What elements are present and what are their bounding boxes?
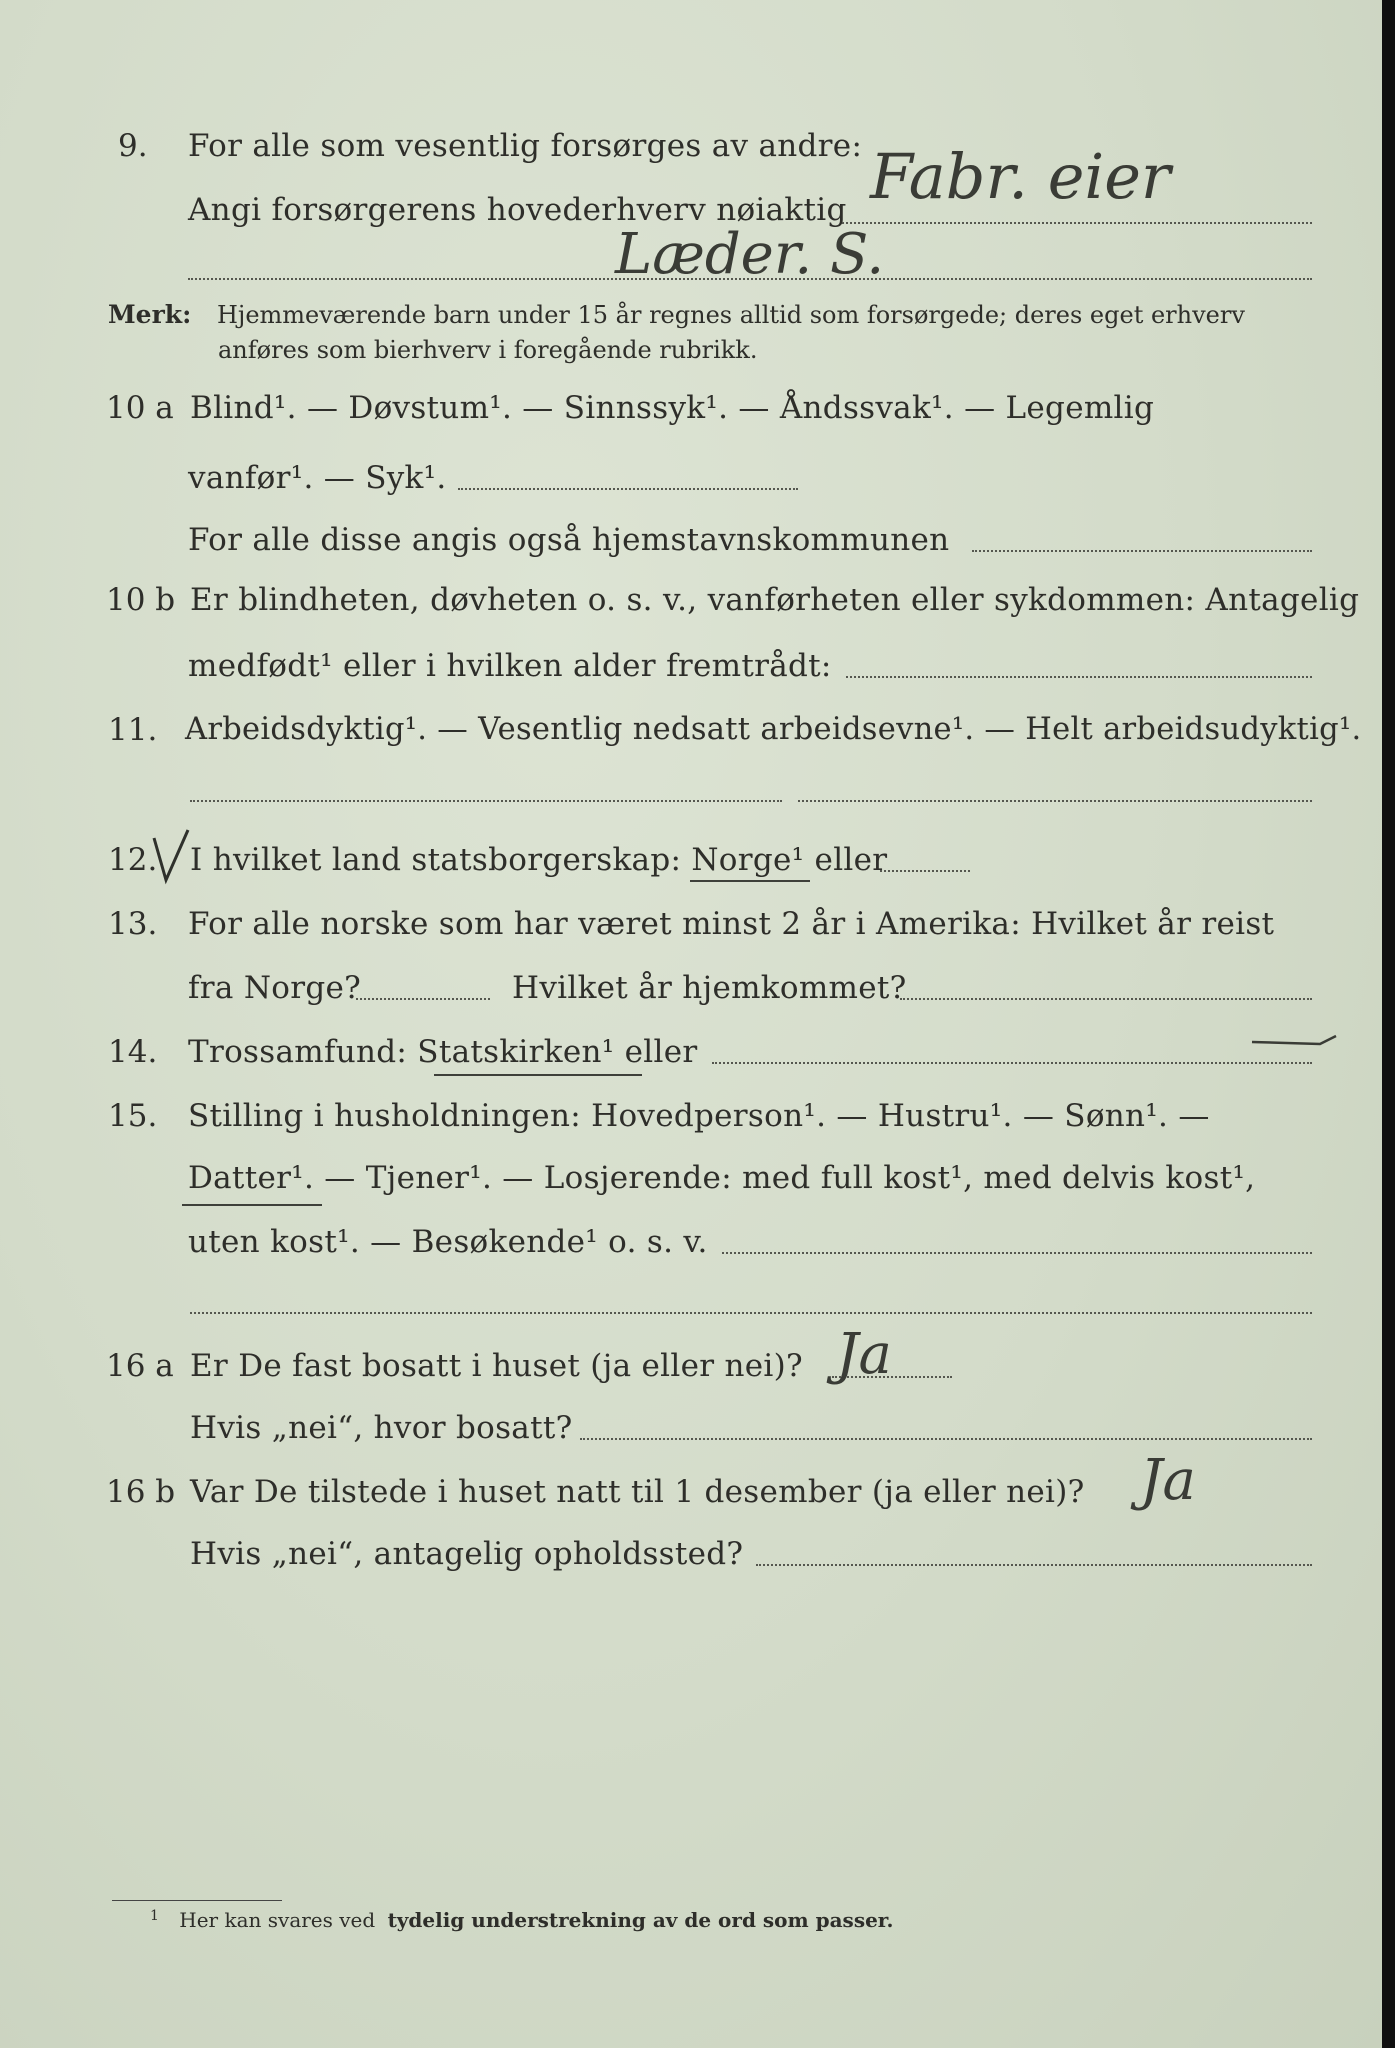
q10a-line2: vanfør¹. — Syk¹.	[188, 460, 447, 496]
scan-edge	[1382, 0, 1395, 2048]
footnote-rule	[112, 1900, 282, 1901]
q15-underline-datter	[182, 1204, 322, 1206]
q16b-line1: Var De tilstede i huset natt til 1 desember (ja eller nei)?	[190, 1474, 1085, 1510]
q15-line1: Stilling i husholdningen: Hovedperson¹. — Hustru¹. — Sønn¹. —	[188, 1098, 1210, 1134]
q11-fill-line	[190, 800, 782, 802]
q10a-fill-line	[458, 488, 798, 490]
q13-number: 13.	[108, 906, 158, 942]
q12-line1: I hvilket land statsborgerskap: Norge¹ eller	[190, 842, 888, 878]
q10a-line3: For alle disse angis også hjemstavnskommunen	[188, 522, 950, 558]
q13-fill-line-b	[900, 998, 1312, 1000]
q14-underline-statskirken	[434, 1074, 642, 1076]
q9-line1: For alle som vesentlig forsørges av andre:	[188, 128, 863, 164]
footnote	[150, 1908, 893, 1932]
q9-handwritten-trade: Læder. S.	[615, 222, 885, 287]
q12-number: 12.	[108, 842, 158, 878]
merk-line2: anføres som bierhverv i foregående rubrikk.	[218, 336, 758, 364]
q10b-number: 10 b	[106, 582, 176, 618]
q12-fill-line	[880, 870, 970, 872]
footnote-text: Her kan svares ved	[179, 1908, 376, 1932]
q15-line3: uten kost¹. — Besøkende¹ o. s. v.	[188, 1224, 708, 1260]
q10b-fill-line	[846, 676, 1312, 678]
q16a-line2: Hvis „nei“, hvor bosatt?	[190, 1410, 573, 1446]
q16b-handwritten-answer: Ja	[1140, 1448, 1196, 1513]
q15-line2: Datter¹. — Tjener¹. — Losjerende: med full kost¹, med delvis kost¹,	[188, 1160, 1256, 1196]
q10a-fill-line-2	[972, 550, 1312, 552]
q9-handwritten-occupation: Fabr. eier	[870, 140, 1171, 213]
merk-text1: Hjemmeværende barn under 15 år regnes alltid som forsørgede; deres eget erhverv	[216, 301, 1245, 329]
footnote-bold: tydelig understrekning av de ord som passer.	[387, 1908, 894, 1932]
q9-fill-line-2	[188, 278, 1312, 280]
q16b-line2: Hvis „nei“, antagelig opholdssted?	[190, 1536, 744, 1572]
q15-fill-line	[722, 1252, 1312, 1254]
merk-label: Merk:	[108, 300, 192, 329]
q11-line1: Arbeidsdyktig¹. — Vesentlig nedsatt arbeidsevne¹. — Helt arbeidsudyktig¹.	[185, 712, 1362, 747]
q16b-number: 16 b	[106, 1474, 176, 1510]
q9-number: 9.	[118, 128, 148, 164]
footnote-mark: 1	[150, 1908, 159, 1924]
q15-number: 15.	[108, 1098, 158, 1134]
q14-dash-mark	[1250, 1028, 1340, 1058]
q14-fill-line	[712, 1062, 1312, 1064]
q14-number: 14.	[108, 1034, 158, 1070]
q13-line2b: Hvilket år hjemkommet?	[512, 970, 907, 1006]
q16a-number: 16 a	[106, 1348, 174, 1384]
q16b-fill-line	[756, 1564, 1312, 1566]
merk-line1	[108, 300, 1245, 329]
q13-line2a: fra Norge?	[188, 970, 362, 1006]
q12-underline-norge	[690, 880, 810, 882]
q16a-fill-line-2	[580, 1438, 1312, 1440]
q9-line2: Angi forsørgerens hovederhverv nøiaktig	[188, 192, 847, 228]
q15-fill-line-2	[190, 1312, 1312, 1314]
q13-line1: For alle norske som har været minst 2 år i Amerika: Hvilket år reist	[188, 906, 1275, 942]
q10b-line1: Er blindheten, døvheten o. s. v., vanførheten eller sykdommen: Antagelig	[190, 582, 1360, 618]
q11-fill-line-2	[798, 800, 1312, 802]
q10a-line1: Blind¹. — Døvstum¹. — Sinnssyk¹. — Åndssvak¹. — Legemlig	[190, 390, 1155, 426]
q11-number: 11.	[108, 712, 158, 748]
q16a-handwritten-answer: Ja	[836, 1322, 892, 1387]
q10a-number: 10 a	[106, 390, 174, 426]
q10b-line2: medfødt¹ eller i hvilken alder fremtrådt:	[188, 648, 832, 684]
q13-fill-line-a	[356, 998, 490, 1000]
q16a-line1: Er De fast bosatt i huset (ja eller nei)?	[190, 1348, 803, 1384]
q9-fill-line	[842, 222, 1312, 224]
q14-line1: Trossamfund: Statskirken¹ eller	[188, 1034, 698, 1070]
